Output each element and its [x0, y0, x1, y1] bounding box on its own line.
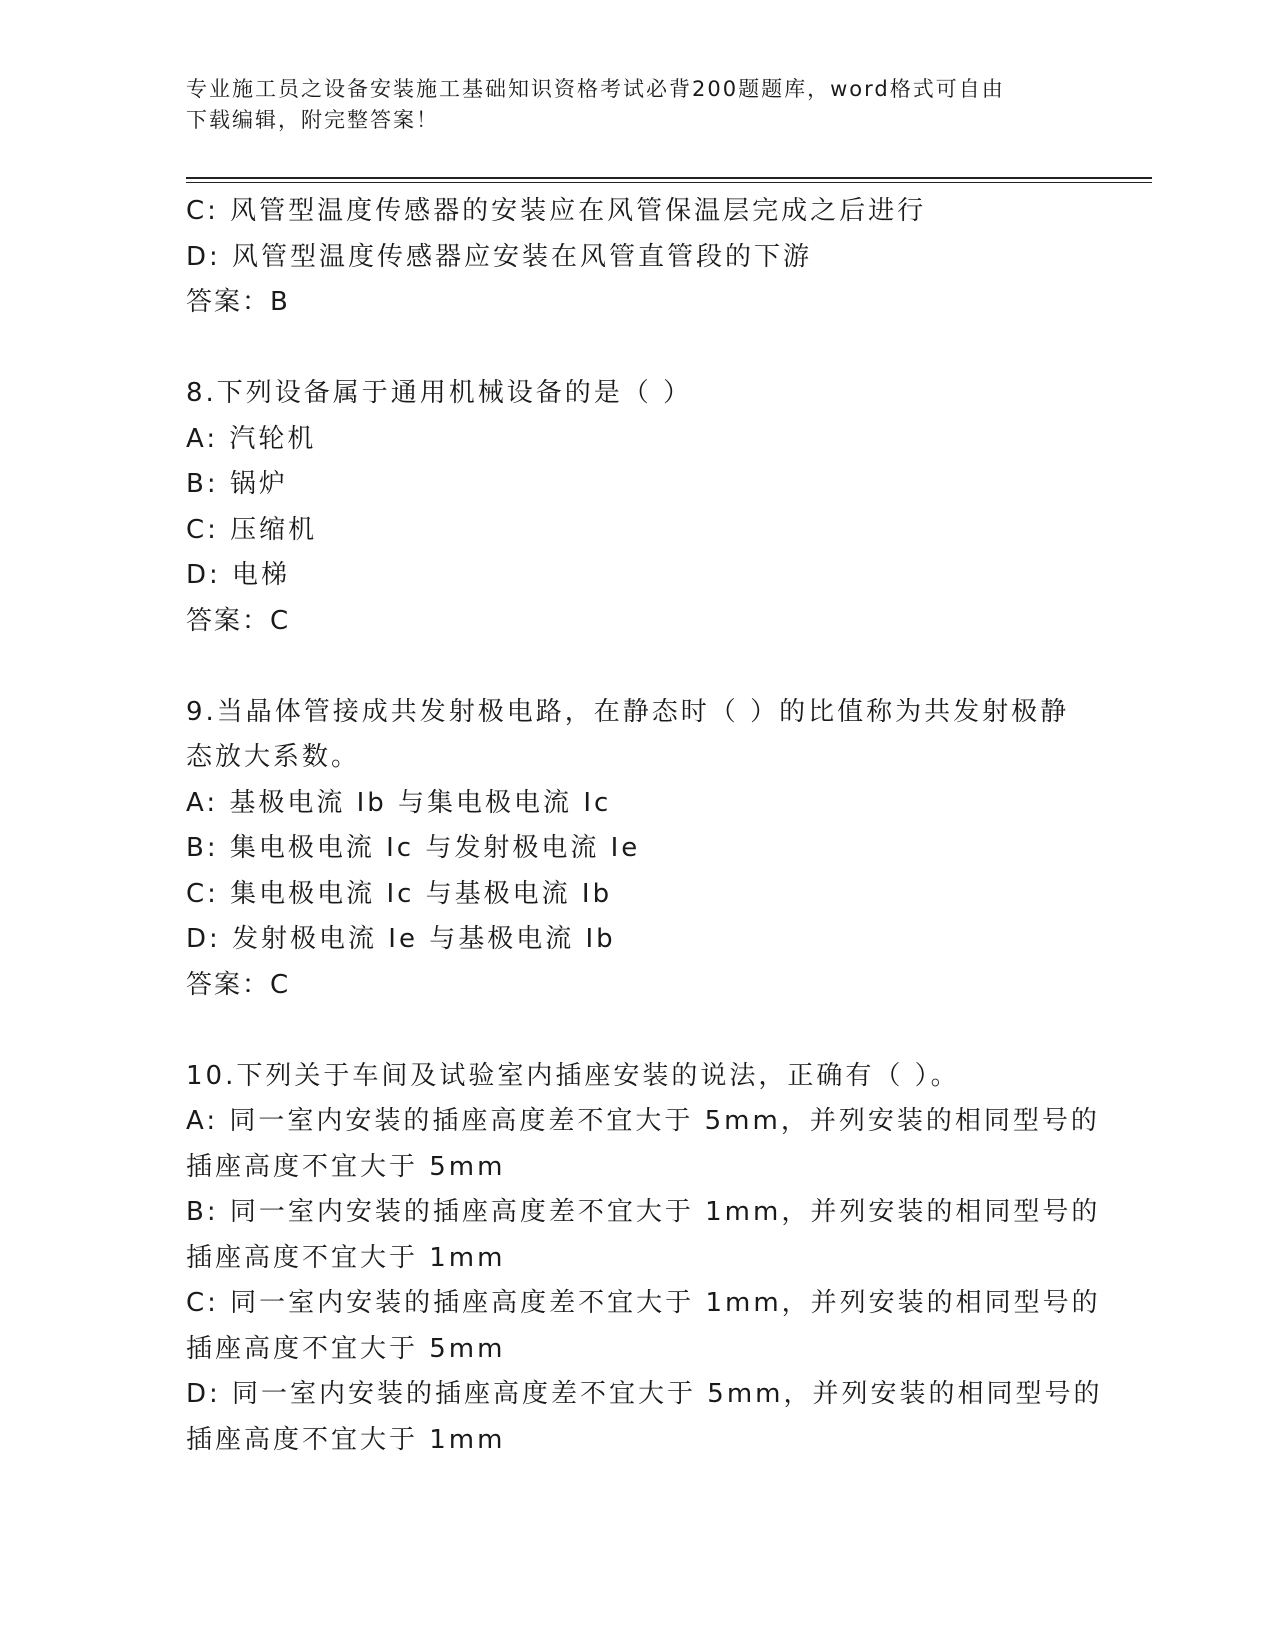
q9-option-d: D: 发射极电流 Ie 与基极电流 Ib: [186, 924, 616, 954]
q10-stem: 10.下列关于车间及试验室内插座安装的说法，正确有（ ）。: [186, 1060, 960, 1091]
q10-option-d-line-1: D: 同一室内安装的插座高度差不宜大于 5mm，并列安装的相同型号的: [186, 1379, 1103, 1409]
question-8: [186, 371, 1086, 644]
q8-stem: 8.下列设备属于通用机械设备的是（ ）: [186, 378, 693, 408]
q8-option-b: B: 锅炉: [186, 469, 288, 499]
q8-option-d: D: 电梯: [186, 560, 291, 590]
q9-stem-line-1: 9.当晶体管接成共发射极电路，在静态时（ ）的比值称为共发射极静: [186, 696, 1070, 727]
q10-option-a-line-1: A: 同一室内安装的插座高度差不宜大于 5mm，并列安装的相同型号的: [186, 1106, 1100, 1136]
question-content: [186, 189, 1103, 1463]
q10-option-a-line-2: 插座高度不宜大于 5mm: [186, 1151, 506, 1182]
q8-answer: 答案：C: [186, 605, 291, 636]
question-7-tail: [186, 189, 1086, 326]
q10-option-b-line-1: B: 同一室内安装的插座高度差不宜大于 1mm，并列安装的相同型号的: [186, 1197, 1101, 1227]
q9-option-a: A: 基极电流 Ib 与集电极电流 Ic: [186, 787, 612, 818]
question-10: [186, 1054, 1103, 1464]
q10-option-c-line-1: C: 同一室内安装的插座高度差不宜大于 1mm，并列安装的相同型号的: [186, 1288, 1101, 1318]
spacer: [186, 326, 1086, 372]
header-title-line-2: 下载编辑，附完整答案！: [186, 108, 439, 132]
q7-option-d: D: 风管型温度传感器应安装在风管直管段的下游: [186, 241, 813, 272]
q10-option-c-line-2: 插座高度不宜大于 5mm: [186, 1333, 506, 1364]
header-divider-thin: [186, 182, 1152, 183]
q9-stem-line-2: 态放大系数。: [186, 742, 361, 772]
q7-answer: 答案：B: [186, 287, 290, 317]
q9-option-b: B: 集电极电流 Ic 与发射极电流 Ie: [186, 833, 641, 863]
q8-option-c: C: 压缩机: [186, 514, 318, 545]
question-9: [186, 690, 1086, 1009]
header-title-line-1: 专业施工员之设备安装施工基础知识资格考试必背200题题库，word格式可自由: [186, 77, 1005, 101]
spacer: [186, 1008, 1086, 1054]
q9-option-c: C: 集电极电流 Ic 与基极电流 Ib: [186, 878, 613, 909]
q9-answer: 答案：C: [186, 969, 291, 1000]
spacer: [186, 644, 1086, 690]
q7-option-c: C: 风管型温度传感器的安装应在风管保温层完成之后进行: [186, 196, 927, 226]
q10-option-b-line-2: 插座高度不宜大于 1mm: [186, 1242, 506, 1273]
q10-option-d-line-2: 插座高度不宜大于 1mm: [186, 1424, 506, 1455]
document-header: [186, 74, 1086, 136]
q8-option-a: A: 汽轮机: [186, 423, 317, 454]
header-divider-thick: [186, 177, 1152, 179]
